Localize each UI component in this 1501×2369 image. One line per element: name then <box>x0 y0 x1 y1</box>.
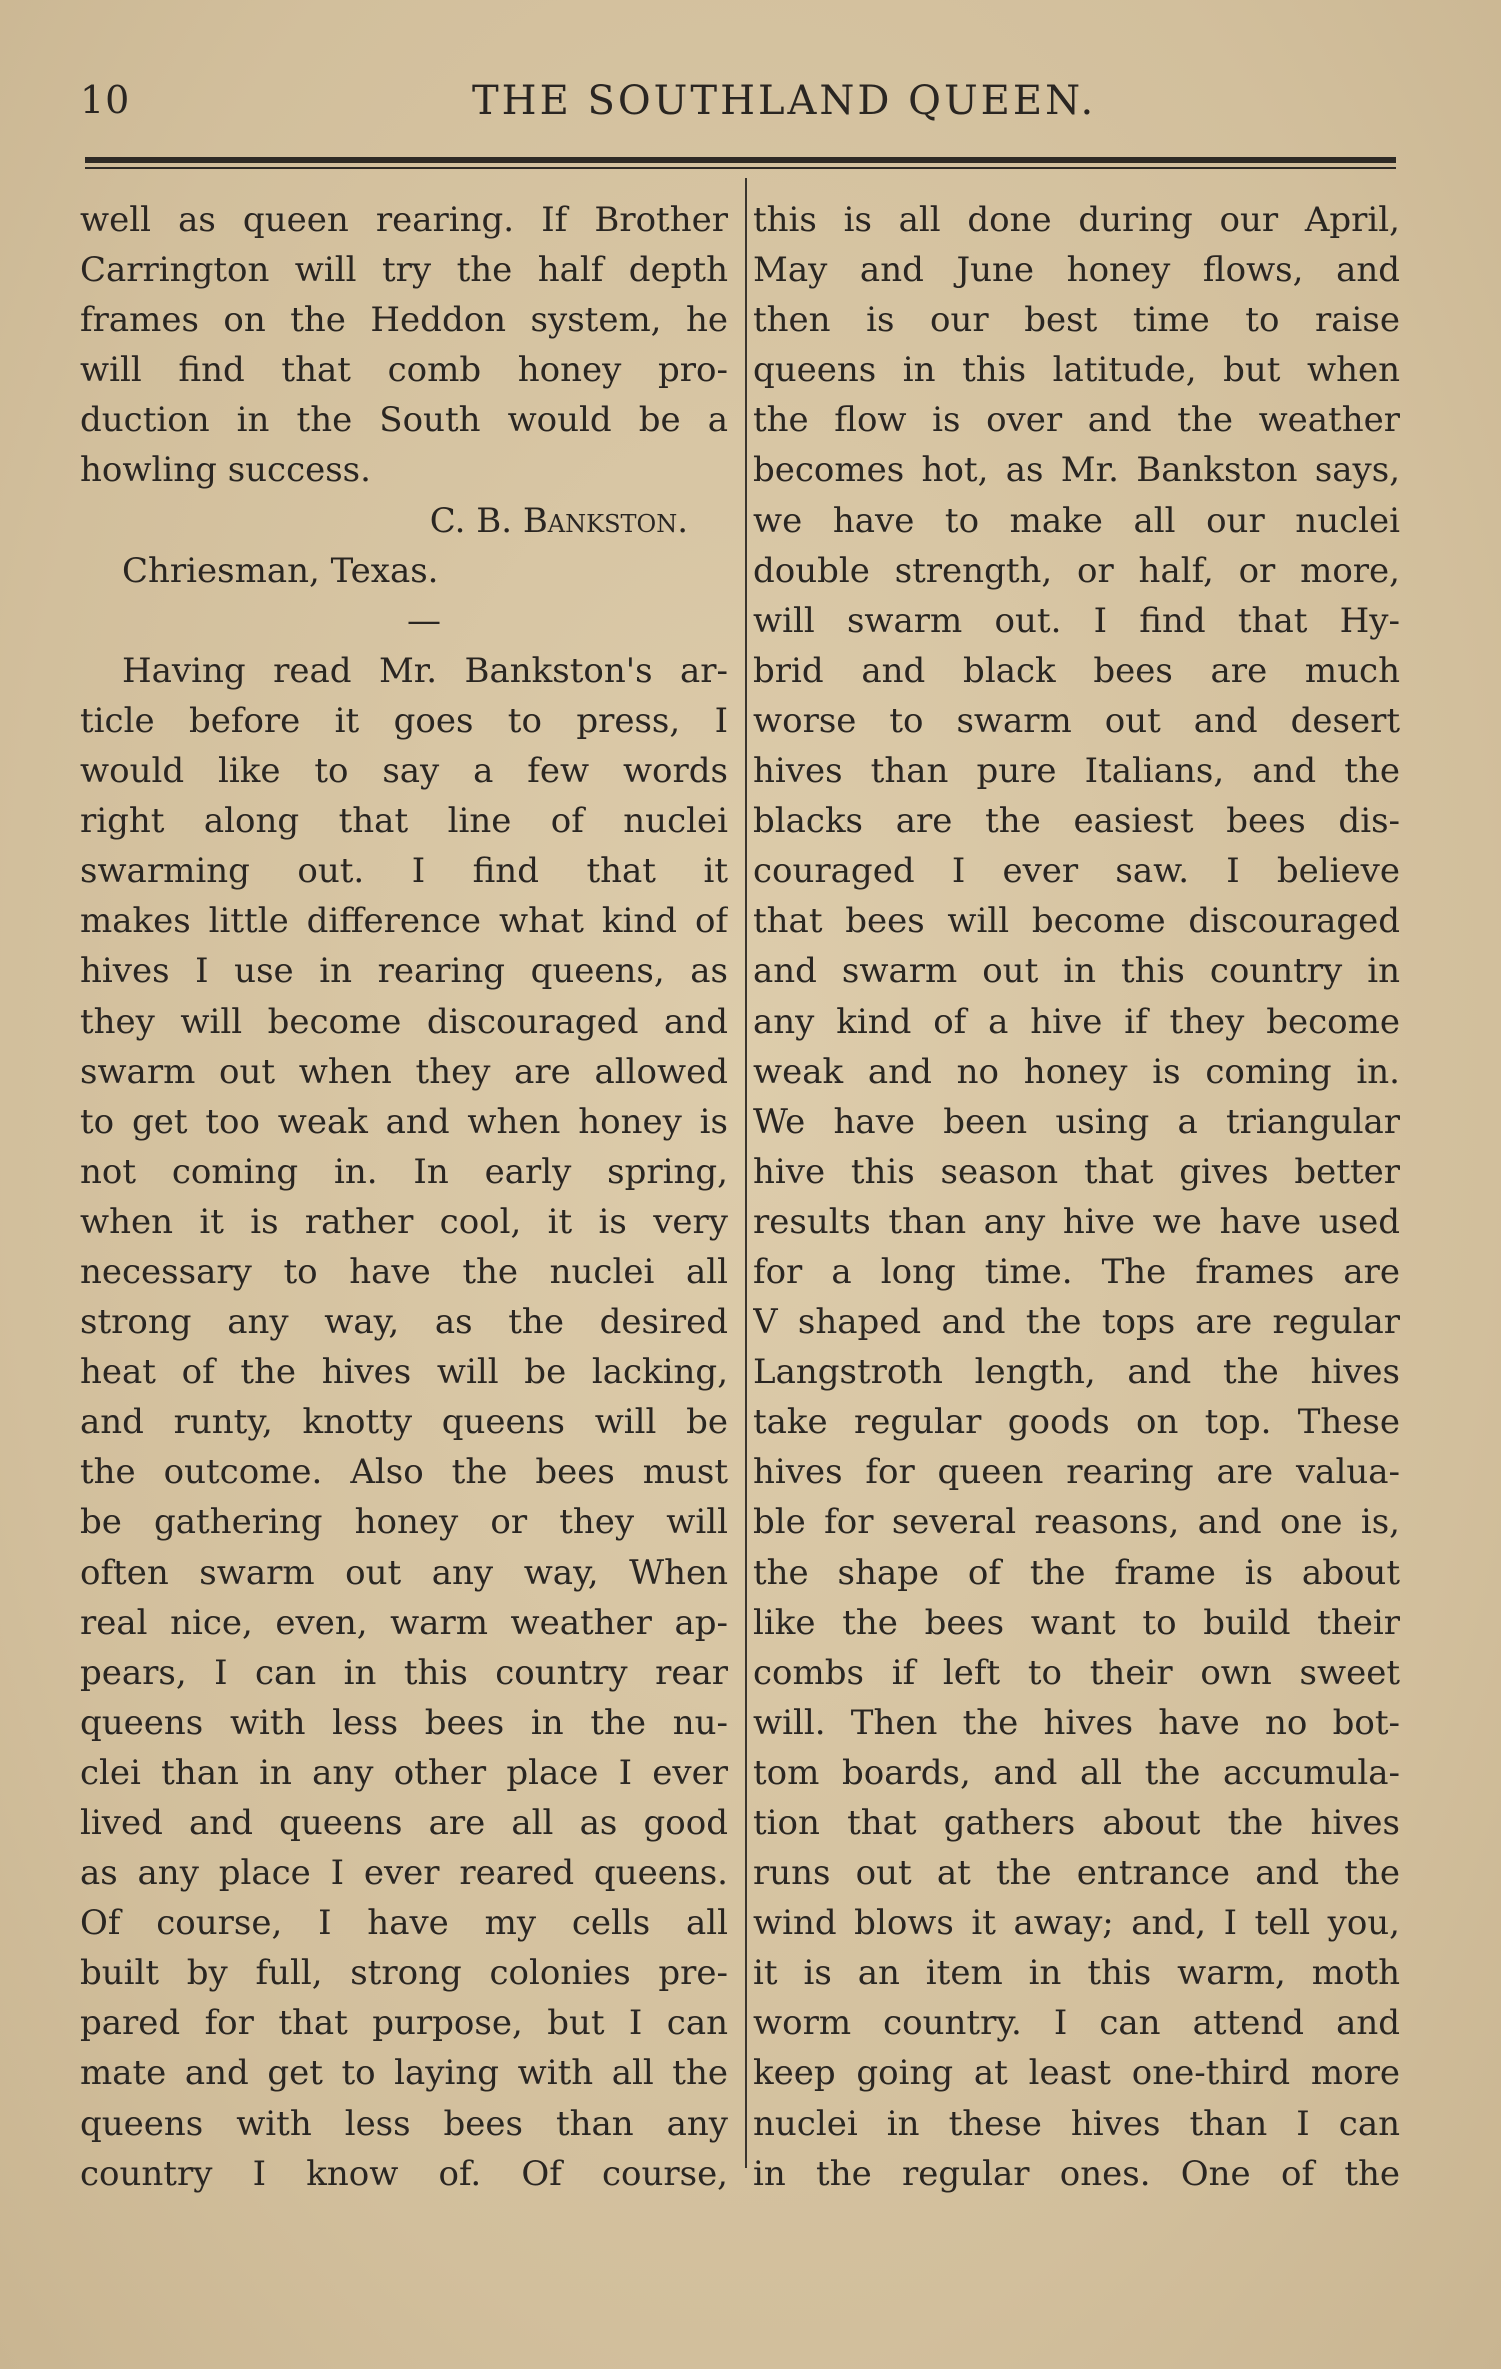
text-line: not coming in. In early spring, <box>80 1151 728 1192</box>
left-column <box>80 195 728 2199</box>
text-line: will find that comb honey pro- <box>80 350 728 391</box>
text-line: becomes hot, as Mr. Bankston says, <box>753 450 1400 491</box>
text-line: as any place I ever reared queens. <box>80 1853 728 1894</box>
text-line: heat of the hives will be lacking, <box>80 1352 728 1393</box>
page-number: 10 <box>80 78 131 122</box>
text-line: Having read Mr. Bankston's ar- <box>122 650 728 691</box>
text-line: necessary to have the nuclei all <box>80 1251 728 1292</box>
text-line: they will become discouraged and <box>80 1001 728 1042</box>
text-line: hives I use in rearing queens, as <box>80 951 728 992</box>
text-line: Carrington will try the half depth <box>80 250 728 291</box>
text-line: will swarm out. I find that Hy- <box>753 600 1400 641</box>
text-line: any kind of a hive if they become <box>753 1001 1400 1042</box>
text-line: well as queen rearing. If Brother <box>80 200 728 240</box>
text-line: wind blows it away; and, I tell you, <box>753 1903 1400 1944</box>
text-line: V shaped and the tops are regular <box>753 1302 1400 1343</box>
author-location: Chriesman, Texas. <box>122 550 439 591</box>
text-line: combs if left to their own sweet <box>753 1652 1400 1693</box>
text-line: worse to swarm out and desert <box>753 700 1400 741</box>
text-line: queens with less bees in the nu- <box>80 1702 728 1743</box>
text-line: brid and black bees are much <box>753 650 1400 691</box>
section-separator: — <box>407 600 441 641</box>
text-line: in the regular ones. One of the <box>753 2153 1400 2194</box>
column-divider <box>745 178 747 2168</box>
text-line: it is an item in this warm, moth <box>753 1953 1400 1994</box>
text-line: clei than in any other place I ever <box>80 1752 728 1793</box>
text-line: tion that gathers about the hives <box>753 1803 1400 1843</box>
text-line: will. Then the hives have no bot- <box>753 1702 1400 1743</box>
text-line: double strength, or half, or more, <box>753 550 1400 591</box>
text-line: couraged I ever saw. I believe <box>753 851 1400 892</box>
text-line: strong any way, as the desired <box>80 1302 728 1343</box>
text-line: frames on the Heddon system, he <box>80 300 728 341</box>
text-line: take regular goods on top. These <box>753 1402 1400 1443</box>
text-line: we have to make all our nuclei <box>753 500 1400 541</box>
text-line: duction in the South would be a <box>80 400 728 441</box>
text-line: and swarm out in this country in <box>753 951 1400 992</box>
text-line: lived and queens are all as good <box>80 1803 728 1843</box>
text-line: ticle before it goes to press, I <box>80 700 728 741</box>
text-line: May and June honey flows, and <box>753 250 1400 291</box>
text-line: often swarm out any way, When <box>80 1552 728 1593</box>
text-line: weak and no honey is coming in. <box>753 1051 1400 1092</box>
text-line: tom boards, and all the accumula- <box>753 1752 1400 1793</box>
header-rule-thick <box>85 157 1396 163</box>
running-title: THE SOUTHLAND QUEEN. <box>472 78 1097 124</box>
author-signature: C. B. Bankston. <box>429 500 688 541</box>
text-line: Langstroth length, and the hives <box>753 1352 1400 1393</box>
text-line: hives than pure Italians, and the <box>753 751 1400 792</box>
text-line: hive this season that gives better <box>753 1151 1400 1192</box>
text-line: keep going at least one-third more <box>753 2053 1400 2094</box>
text-line: nuclei in these hives than I can <box>753 2103 1400 2144</box>
text-line: the flow is over and the weather <box>753 400 1400 441</box>
text-line: pared for that purpose, but I can <box>80 2003 728 2044</box>
text-line: when it is rather cool, it is very <box>80 1201 728 1242</box>
text-line: real nice, even, warm weather ap- <box>80 1602 728 1643</box>
text-line: this is all done during our April, <box>753 200 1400 240</box>
text-line: to get too weak and when honey is <box>80 1101 728 1142</box>
text-line: hives for queen rearing are valua- <box>753 1452 1400 1493</box>
text-line: for a long time. The frames are <box>753 1251 1400 1292</box>
text-line: the outcome. Also the bees must <box>80 1452 728 1493</box>
text-line: built by full, strong colonies pre- <box>80 1953 728 1994</box>
text-line: worm country. I can attend and <box>753 2003 1400 2044</box>
text-line: the shape of the frame is about <box>753 1552 1400 1593</box>
text-line: swarming out. I find that it <box>80 851 728 892</box>
text-line: and runty, knotty queens will be <box>80 1402 728 1443</box>
text-line: pears, I can in this country rear <box>80 1652 728 1693</box>
text-line: We have been using a triangular <box>753 1101 1400 1142</box>
text-line: that bees will become discouraged <box>753 901 1400 942</box>
text-line: right along that line of nuclei <box>80 801 728 842</box>
header-rule-thin <box>85 167 1396 169</box>
text-line: mate and get to laying with all the <box>80 2053 728 2094</box>
text-line: be gathering honey or they will <box>80 1502 728 1543</box>
page-header <box>80 78 1400 138</box>
text-line: Of course, I have my cells all <box>80 1903 728 1944</box>
text-line: then is our best time to raise <box>753 300 1400 341</box>
text-line: makes little difference what kind of <box>80 901 728 942</box>
text-line: results than any hive we have used <box>753 1201 1400 1242</box>
text-line: country I know of. Of course, <box>80 2153 728 2194</box>
text-line: swarm out when they are allowed <box>80 1051 728 1092</box>
text-line: like the bees want to build their <box>753 1602 1400 1643</box>
text-line: queens with less bees than any <box>80 2103 728 2144</box>
text-line: ble for several reasons, and one is, <box>753 1502 1400 1543</box>
text-line: queens in this latitude, but when <box>753 350 1400 391</box>
text-line: runs out at the entrance and the <box>753 1853 1400 1894</box>
text-line: would like to say a few words <box>80 751 728 792</box>
text-line: blacks are the easiest bees dis- <box>753 801 1400 842</box>
right-column <box>753 195 1400 2199</box>
text-line: howling success. <box>80 450 371 491</box>
